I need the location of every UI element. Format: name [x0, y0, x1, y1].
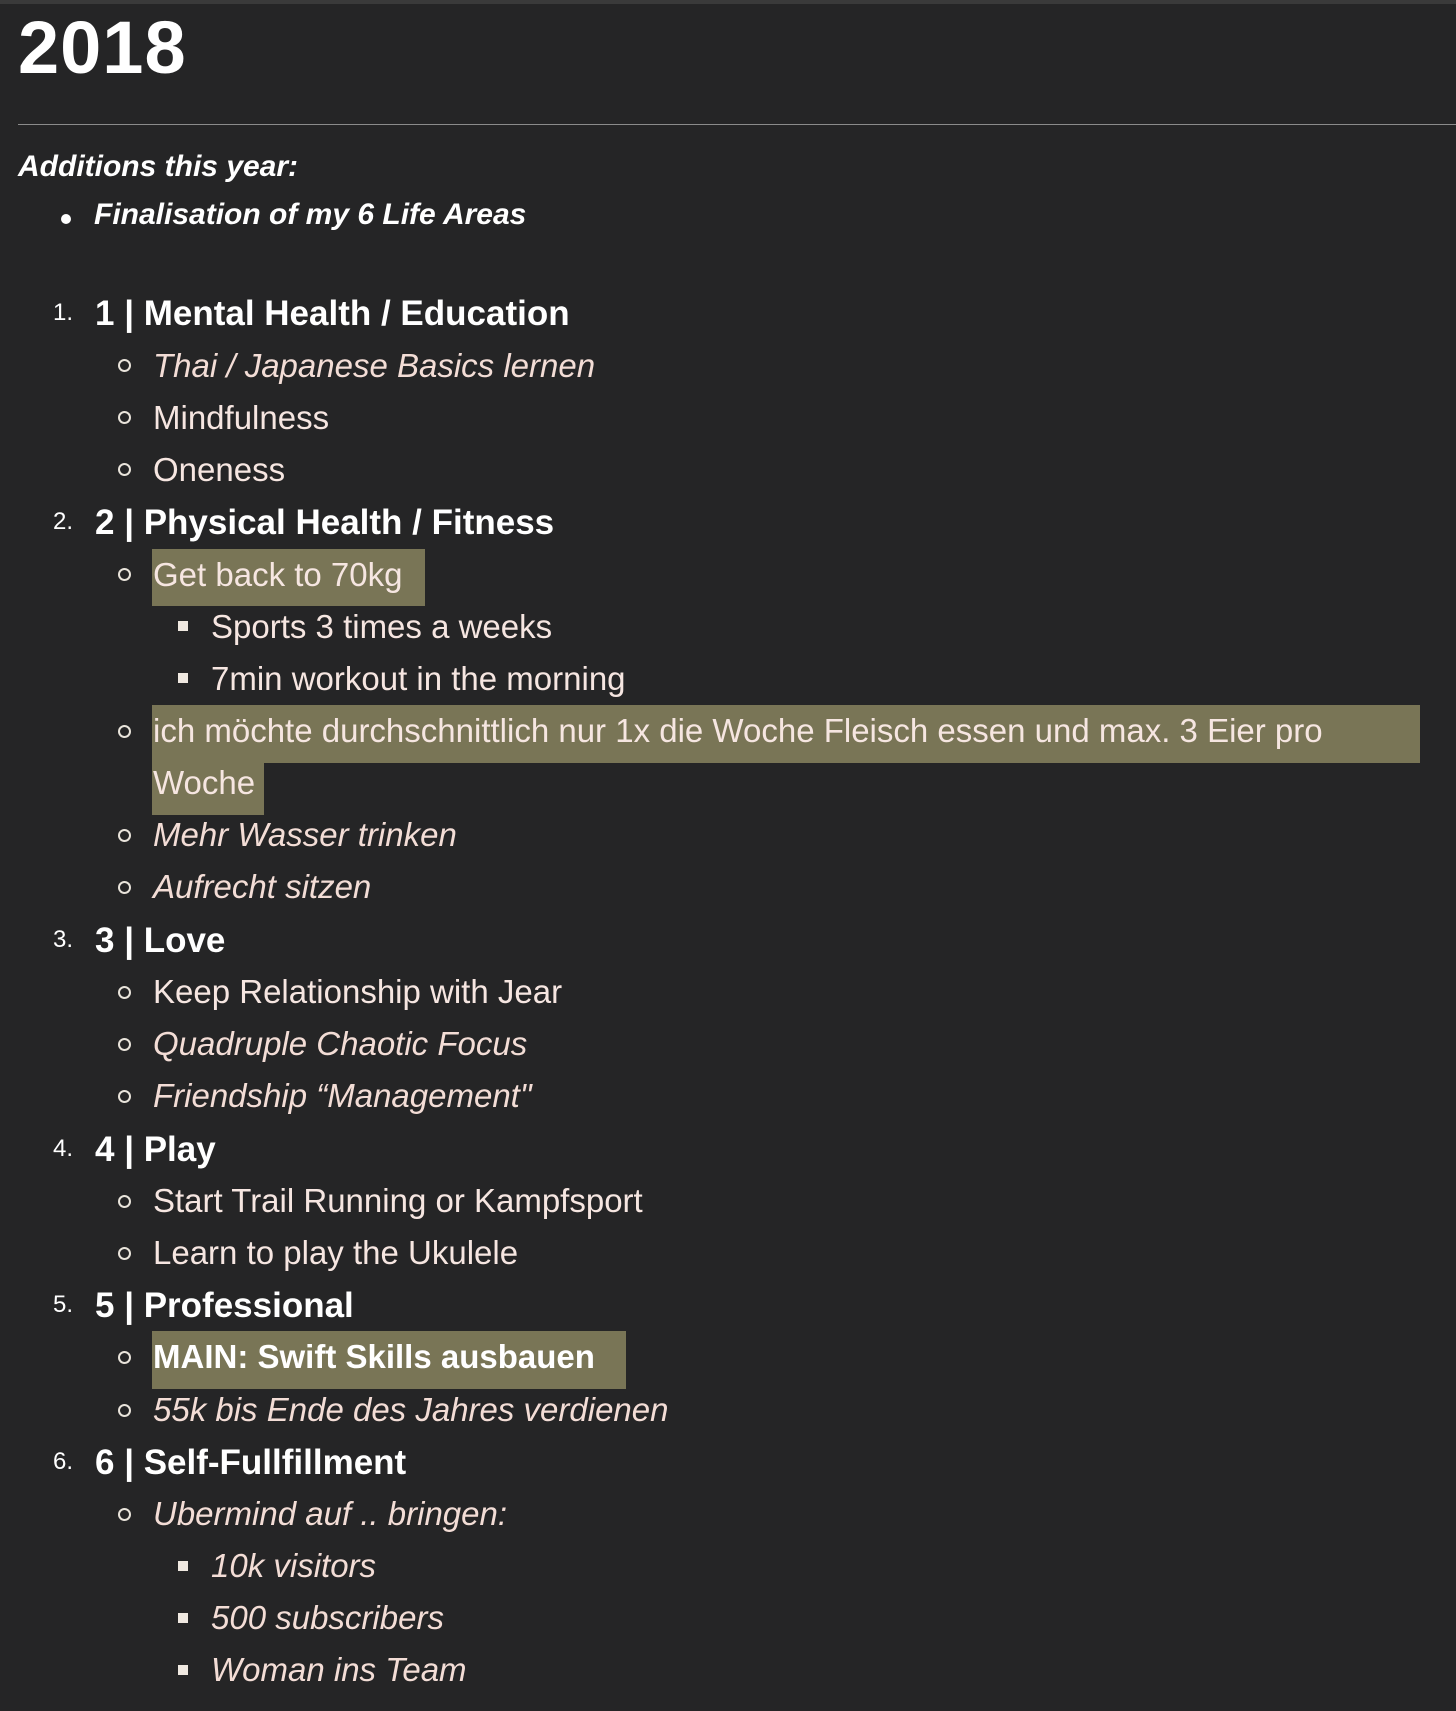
bullet-circle-icon [118, 1090, 131, 1103]
bullet-circle-icon [118, 1195, 131, 1208]
bullet-circle-icon [118, 411, 131, 424]
bullet-square-icon [178, 1561, 188, 1571]
area-heading-mental-health[interactable]: 1 | Mental Health / Education [95, 294, 570, 333]
bullet-circle-icon [118, 359, 131, 372]
bullet-circle-icon [118, 463, 131, 476]
list-number: 5. [53, 1291, 74, 1318]
bullet-square-icon [178, 673, 188, 683]
sub-list-item[interactable]: 500 subscribers [211, 1599, 444, 1636]
area-heading-love[interactable]: 3 | Love [95, 921, 226, 960]
sub-list-item[interactable]: 7min workout in the morning [211, 660, 626, 697]
area-heading-self-fullfillment[interactable]: 6 | Self-Fullfillment [95, 1443, 407, 1482]
list-item[interactable]: Quadruple Chaotic Focus [153, 1025, 528, 1062]
bullet-circle-icon [118, 1351, 131, 1364]
list-number: 3. [53, 926, 74, 953]
list-item[interactable]: Mehr Wasser trinken [153, 816, 457, 853]
list-item-highlighted-continuation[interactable]: Woche [153, 764, 256, 801]
bullet-square-icon [178, 1613, 188, 1623]
bullet-circle-icon [118, 1404, 131, 1417]
list-item[interactable]: 55k bis Ende des Jahres verdienen [153, 1391, 669, 1428]
bullet-circle-icon [118, 986, 131, 999]
area-heading-professional[interactable]: 5 | Professional [95, 1286, 354, 1325]
list-number: 1. [53, 299, 74, 326]
additions-item[interactable]: Finalisation of my 6 Life Areas [94, 198, 527, 231]
list-number: 2. [53, 508, 74, 535]
bullet-square-icon [178, 1665, 188, 1675]
bullet-circle-icon [118, 1038, 131, 1051]
bullet-disc-icon [61, 214, 71, 224]
list-item[interactable]: Ubermind auf .. bringen: [153, 1495, 508, 1532]
page-title: 2018 [18, 6, 187, 89]
bullet-circle-icon [118, 1508, 131, 1521]
list-number: 4. [53, 1135, 74, 1162]
list-item[interactable]: Thai / Japanese Basics lernen [153, 347, 596, 384]
horizontal-rule [18, 124, 1456, 125]
area-heading-play[interactable]: 4 | Play [95, 1130, 216, 1169]
sub-list-item[interactable]: Woman ins Team [211, 1651, 467, 1688]
area-heading-physical-health[interactable]: 2 | Physical Health / Fitness [95, 503, 555, 542]
list-item-highlighted[interactable]: ich möchte durchschnittlich nur 1x die Woche Fleisch essen und max. 3 Eier pro [153, 712, 1323, 749]
sub-list-item[interactable]: 10k visitors [211, 1547, 377, 1584]
list-item[interactable]: Oneness [153, 451, 286, 488]
bullet-circle-icon [118, 568, 131, 581]
list-item[interactable]: Keep Relationship with Jear [153, 973, 563, 1010]
list-item[interactable]: Mindfulness [153, 399, 330, 436]
list-number: 6. [53, 1448, 74, 1475]
bullet-square-icon [178, 621, 188, 631]
list-item[interactable]: Friendship “Management" [153, 1077, 532, 1114]
list-item[interactable]: Start Trail Running or Kampfsport [153, 1182, 643, 1219]
bullet-circle-icon [118, 829, 131, 842]
bullet-circle-icon [118, 1247, 131, 1260]
bullet-circle-icon [118, 881, 131, 894]
additions-heading[interactable]: Additions this year: [18, 150, 299, 183]
list-item[interactable]: Aufrecht sitzen [153, 868, 372, 905]
sub-list-item[interactable]: Sports 3 times a weeks [211, 608, 553, 645]
bullet-circle-icon [118, 725, 131, 738]
list-item-highlighted[interactable]: Get back to 70kg [153, 556, 403, 593]
window-top-border [0, 0, 1456, 4]
list-item-highlighted[interactable]: MAIN: Swift Skills ausbauen [153, 1338, 595, 1375]
list-item[interactable]: Learn to play the Ukulele [153, 1234, 519, 1271]
